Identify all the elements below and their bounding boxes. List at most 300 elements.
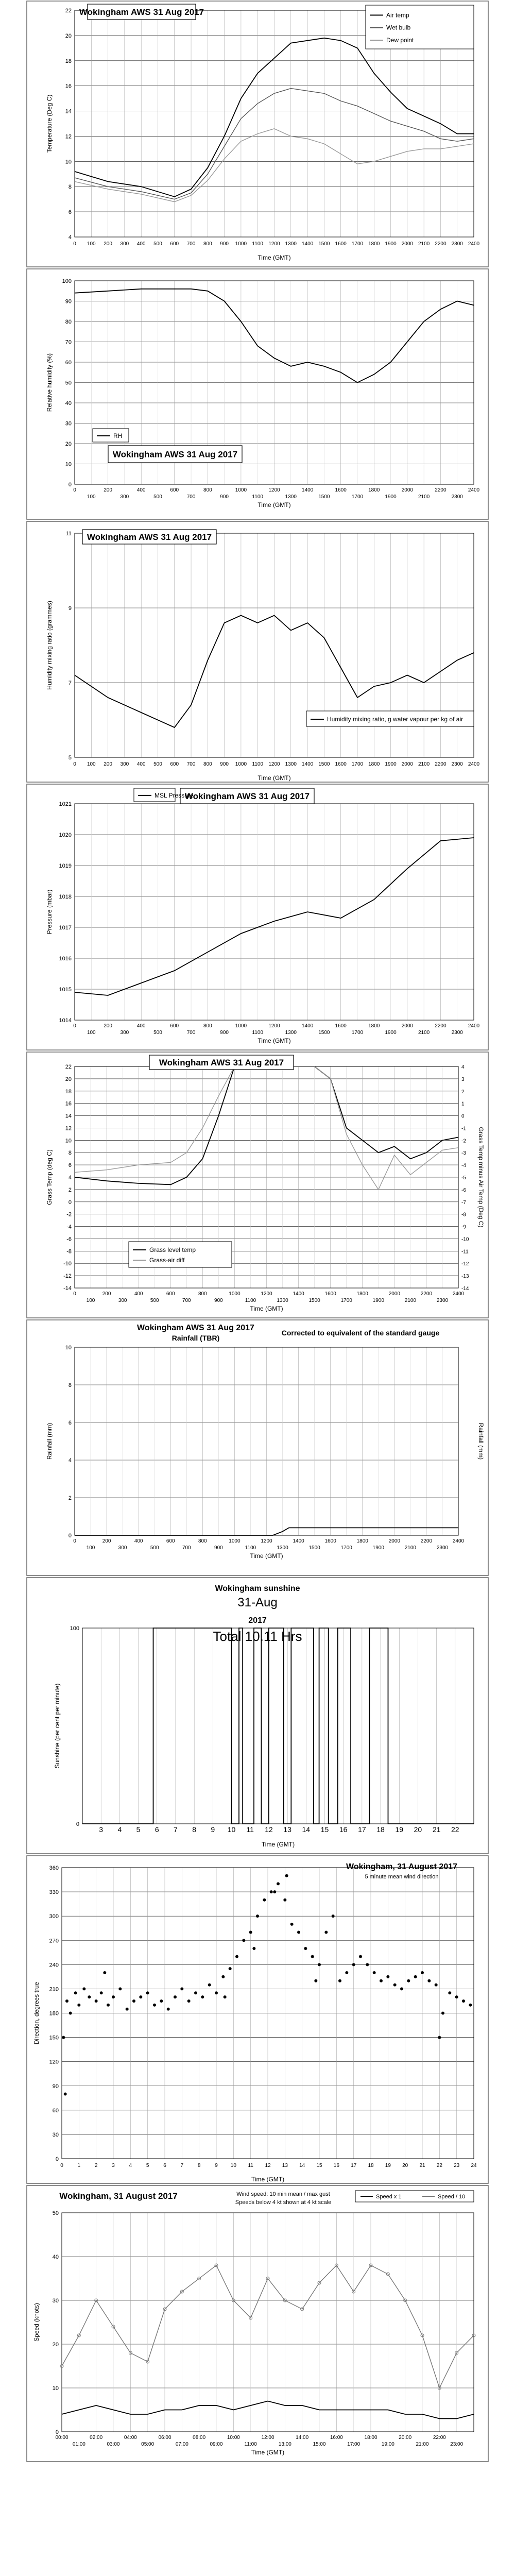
x-tick-label: 3	[99, 1825, 104, 1834]
y-tick-label: 100	[62, 278, 72, 284]
x-tick-label: 800	[198, 1291, 207, 1297]
x-tick-label: 900	[220, 241, 229, 247]
sunshine-chart	[26, 1577, 489, 1855]
x-tick-label: 1400	[293, 1538, 304, 1544]
chart-subtitle: Wind speed: 10 min mean / max gust	[236, 2191, 330, 2197]
x-tick-label: 2000	[388, 1538, 400, 1544]
x-tick-label: 15	[320, 1825, 329, 1834]
sunshine-chart-svg	[26, 1577, 489, 1855]
x-tick-label: 0	[73, 761, 76, 767]
x-tick-label: 1700	[351, 761, 364, 767]
data-point	[273, 1890, 276, 1893]
data-point	[338, 1979, 341, 1982]
data-point	[215, 1991, 218, 1994]
x-tick-label: 200	[102, 1291, 111, 1297]
x-tick-label: 1400	[301, 1023, 314, 1029]
y-tick-label: 30	[52, 2298, 59, 2304]
y-tick-label: -12	[63, 1273, 72, 1280]
data-point	[455, 1995, 458, 1998]
x-tick-label: 2200	[435, 761, 447, 767]
legend-label: Air temp	[386, 11, 409, 19]
x-axis-label: Time (GMT)	[251, 2176, 285, 2183]
data-point	[65, 1999, 68, 2003]
y-tick-label: 1019	[59, 863, 72, 869]
data-point	[153, 2004, 156, 2007]
legend-label: Dew point	[386, 37, 414, 44]
y-tick-label: 4	[68, 1175, 72, 1181]
y-tick-label: 90	[52, 2083, 59, 2090]
x-tick-label: 0	[73, 1023, 76, 1029]
x-tick-label: 600	[166, 1291, 175, 1297]
x-tick-label: 800	[203, 487, 212, 493]
data-point	[64, 2092, 67, 2095]
x-tick-label: 5	[146, 2163, 149, 2168]
x-tick-label: 1800	[368, 241, 380, 247]
y-tick-label: 10	[65, 1138, 72, 1144]
pressure-chart	[26, 783, 489, 1051]
y-tick-label: 12	[65, 1125, 72, 1132]
chart-note: Corrected to equivalent of the standard gauge	[281, 1329, 440, 1337]
y-tick-label: 4	[68, 234, 72, 241]
x-tick-label: 1200	[261, 1538, 272, 1544]
x-tick-label: 16	[339, 1825, 348, 1834]
y2-tick-label: -1	[461, 1126, 466, 1132]
x-tick-label: 1800	[356, 1291, 368, 1297]
x-tick-label: 2400	[468, 241, 480, 247]
y-tick-label: 1015	[59, 987, 72, 993]
data-point	[224, 1995, 227, 1998]
x-tick-label: 2400	[468, 761, 480, 767]
x-tick-label: 9	[211, 1825, 215, 1834]
y2-tick-label: 2	[461, 1089, 465, 1095]
data-point	[304, 1947, 307, 1950]
y-tick-label: 0	[55, 2156, 59, 2162]
data-point	[174, 1995, 177, 1998]
x-tick-label: 1000	[235, 1023, 247, 1029]
y-tick-label: 10	[65, 461, 72, 468]
y-tick-label: 30	[52, 2131, 59, 2138]
x-tick-label: 1700	[351, 494, 364, 500]
y-tick-label: 1016	[59, 956, 72, 962]
x-tick-label: 9	[215, 2163, 218, 2168]
grass-temp-chart-svg	[26, 1051, 489, 1319]
x-tick-label: 100	[87, 761, 96, 767]
legend-label: Grass-air diff	[149, 1257, 185, 1264]
y-tick-label: 40	[65, 400, 72, 406]
x-tick-label: 17	[351, 2163, 357, 2168]
data-point	[469, 2004, 472, 2007]
x-tick-label: 100	[87, 241, 96, 247]
chart-subtitle: 5 minute mean wind direction	[365, 1874, 439, 1880]
x-tick-label: 4	[117, 1825, 122, 1834]
y-tick-label: 22	[65, 8, 72, 14]
y-tick-label: 0	[68, 1533, 72, 1539]
x-tick-label: 600	[170, 241, 179, 247]
data-point	[194, 1991, 197, 1994]
y-tick-label: 20	[52, 2342, 59, 2348]
data-point	[82, 1987, 85, 1990]
x-tick-label: 500	[153, 241, 162, 247]
x-tick-label: 01:00	[72, 2442, 85, 2447]
data-point	[380, 1979, 383, 1982]
data-point	[324, 1931, 328, 1934]
y-tick-label: 0	[68, 1199, 72, 1206]
grass-temp-chart	[26, 1051, 489, 1319]
chart-title: Wokingham AWS 31 Aug 2017	[159, 1058, 284, 1067]
x-tick-label: 400	[136, 487, 146, 493]
x-tick-label: 21	[432, 1825, 441, 1834]
x-tick-label: 900	[214, 1545, 223, 1551]
y2-axis-label: Rainfall (mm)	[477, 1422, 485, 1460]
x-tick-label: 13	[283, 1825, 291, 1834]
data-point	[221, 1975, 225, 1978]
y-tick-label: 8	[68, 1150, 72, 1157]
x-tick-label: 0	[60, 2163, 63, 2168]
x-tick-label: 8	[192, 1825, 197, 1834]
x-tick-label: 14	[302, 1825, 311, 1834]
x-tick-label: 21	[419, 2163, 425, 2168]
data-point	[435, 1984, 438, 1987]
x-tick-label: 1300	[285, 241, 297, 247]
data-point	[88, 1995, 91, 1998]
chart-date: 31-Aug	[237, 1596, 278, 1609]
x-axis-label: Time (GMT)	[250, 1552, 283, 1560]
y-tick-label: 8	[68, 1382, 72, 1388]
x-tick-label: 800	[203, 1023, 212, 1029]
x-tick-label: 1000	[229, 1538, 241, 1544]
legend-label: RH	[113, 432, 123, 439]
data-point	[462, 1999, 465, 2003]
x-tick-label: 300	[118, 1298, 127, 1303]
x-tick-label: 100	[86, 1298, 95, 1303]
x-tick-label: 300	[120, 241, 129, 247]
x-tick-label: 800	[198, 1538, 207, 1544]
y2-axis-label: Grass Temp minus Air Temp (Deg C)	[477, 1127, 485, 1228]
data-point	[421, 1971, 424, 1974]
x-tick-label: 1700	[351, 241, 364, 247]
data-point	[118, 1987, 122, 1990]
x-axis-label: Time (GMT)	[258, 254, 291, 261]
x-tick-label: 2000	[401, 1023, 413, 1029]
x-tick-label: 19	[385, 2163, 391, 2168]
x-tick-label: 2000	[401, 241, 413, 247]
y-tick-label: -14	[63, 1285, 72, 1292]
data-point	[366, 1963, 369, 1966]
chart-subtitle: Rainfall (TBR)	[171, 1334, 220, 1342]
y-tick-label: 50	[52, 2210, 59, 2216]
x-tick-label: 18	[368, 2163, 374, 2168]
x-tick-label: 200	[104, 1023, 112, 1029]
x-tick-label: 1100	[252, 241, 263, 247]
y-tick-label: 60	[52, 2107, 59, 2114]
data-point	[283, 1899, 286, 1902]
x-tick-label: 2300	[451, 494, 463, 500]
x-tick-label: 1200	[268, 1023, 280, 1029]
x-tick-label: 0	[73, 487, 76, 493]
x-tick-label: 300	[120, 1030, 129, 1036]
x-tick-label: 12	[265, 1825, 273, 1834]
x-tick-label: 1400	[301, 241, 314, 247]
y-tick-label: 50	[65, 380, 72, 386]
y-tick-label: 1021	[59, 801, 72, 807]
x-tick-label: 16:00	[330, 2435, 343, 2441]
y2-tick-label: -2	[461, 1138, 466, 1144]
y-tick-label: 5	[68, 755, 72, 761]
x-tick-label: 700	[182, 1545, 191, 1551]
x-tick-label: 1600	[335, 761, 347, 767]
chart-title: Wokingham AWS 31 Aug 2017	[79, 7, 204, 17]
chart-title: Wokingham AWS 31 Aug 2017	[112, 449, 238, 460]
x-tick-label: 2200	[420, 1538, 433, 1544]
y-tick-label: 12	[65, 133, 72, 140]
x-tick-label: 1500	[308, 1545, 320, 1551]
x-tick-label: 1000	[235, 761, 247, 767]
chart-total: Total 10.11 Hrs	[213, 1629, 302, 1644]
pressure-chart-svg	[26, 783, 489, 1051]
x-tick-label: 22	[451, 1825, 459, 1834]
y-tick-label: 40	[52, 2254, 59, 2260]
x-tick-label: 2400	[468, 487, 480, 493]
data-point	[290, 1923, 294, 1926]
legend-label: Speed / 10	[438, 2194, 466, 2200]
y-tick-label: 30	[65, 420, 72, 427]
y-tick-label: 240	[49, 1962, 59, 1969]
x-tick-label: 2300	[436, 1545, 449, 1551]
y2-tick-label: -11	[461, 1249, 469, 1255]
x-tick-label: 1900	[385, 494, 397, 500]
x-tick-label: 1500	[318, 241, 330, 247]
data-point	[332, 1914, 335, 1918]
data-point	[208, 1984, 211, 1987]
y-tick-label: 1014	[59, 1018, 72, 1024]
y-tick-label: 70	[65, 339, 72, 346]
x-tick-label: 1	[77, 2163, 81, 2168]
y-tick-label: 14	[65, 1113, 72, 1120]
x-tick-label: 1600	[335, 487, 347, 493]
x-tick-label: 1400	[293, 1291, 304, 1297]
x-tick-label: 20	[414, 1825, 422, 1834]
x-tick-label: 1600	[335, 241, 347, 247]
x-tick-label: 1000	[235, 241, 247, 247]
x-tick-label: 1300	[285, 494, 297, 500]
x-tick-label: 500	[150, 1298, 159, 1303]
chart-title: Wokingham AWS 31 Aug 2017	[184, 791, 310, 801]
x-tick-label: 500	[153, 494, 162, 500]
humidity-chart-svg	[26, 268, 489, 520]
x-tick-label: 800	[203, 241, 212, 247]
y-axis-label: Sunshine (per cent per minute)	[54, 1683, 61, 1769]
x-tick-label: 14:00	[296, 2435, 309, 2441]
mixing-ratio-chart-svg	[26, 520, 489, 783]
x-tick-label: 07:00	[175, 2442, 188, 2447]
y-tick-label: 90	[65, 298, 72, 305]
x-tick-label: 2300	[451, 1030, 463, 1036]
y-tick-label: 0	[55, 2429, 59, 2435]
x-axis-label: Time (GMT)	[258, 1037, 291, 1044]
x-tick-label: 1900	[372, 1545, 384, 1551]
data-point	[252, 1947, 255, 1950]
y-tick-label: -4	[66, 1224, 72, 1230]
y-axis-label: Direction, degrees true	[33, 1981, 40, 2045]
y-tick-label: 22	[65, 1064, 72, 1070]
x-tick-label: 1300	[277, 1545, 288, 1551]
x-tick-label: 04:00	[124, 2435, 137, 2441]
x-tick-label: 18	[376, 1825, 385, 1834]
x-tick-label: 0	[73, 1291, 76, 1297]
y-axis-label: Rainfall (mm)	[46, 1422, 53, 1460]
x-tick-label: 1200	[261, 1291, 272, 1297]
mixing-ratio-chart	[26, 520, 489, 783]
data-point	[77, 2004, 80, 2007]
data-point	[414, 1975, 417, 1978]
x-tick-label: 8	[197, 2163, 201, 2168]
x-tick-label: 5	[136, 1825, 141, 1834]
x-tick-label: 3	[112, 2163, 115, 2168]
x-tick-label: 1800	[368, 1023, 380, 1029]
x-tick-label: 1700	[351, 1030, 364, 1036]
y-tick-label: 360	[49, 1865, 59, 1871]
y-tick-label: 6	[68, 209, 72, 216]
y2-tick-label: 0	[461, 1113, 465, 1120]
x-tick-label: 200	[102, 1538, 111, 1544]
x-tick-label: 13:00	[278, 2442, 291, 2447]
y-tick-label: 6	[68, 1420, 72, 1426]
chart-title: Wokingham AWS 31 Aug 2017	[87, 532, 212, 542]
y2-tick-label: -9	[461, 1224, 466, 1230]
x-tick-label: 1200	[268, 487, 280, 493]
y-axis-label: Humidity mixing ratio (grammes)	[46, 601, 53, 690]
x-tick-label: 900	[220, 761, 229, 767]
x-tick-label: 1500	[318, 494, 330, 500]
data-point	[132, 1999, 135, 2003]
legend-box	[366, 5, 474, 49]
y-axis-label: Temperature (Deg C)	[46, 94, 53, 153]
chart-frame	[27, 2185, 488, 2462]
legend-label: Speed x 1	[376, 2194, 402, 2200]
x-tick-label: 1600	[324, 1538, 336, 1544]
chart-frame	[27, 1856, 488, 2183]
x-tick-label: 1800	[356, 1538, 368, 1544]
x-tick-label: 600	[170, 1023, 179, 1029]
x-tick-label: 2000	[388, 1291, 400, 1297]
x-tick-label: 1100	[245, 1298, 256, 1303]
x-tick-label: 600	[170, 761, 179, 767]
x-tick-label: 2100	[418, 761, 430, 767]
wind-direction-chart	[26, 1855, 489, 2184]
y-tick-label: 18	[65, 58, 72, 64]
x-tick-label: 18:00	[364, 2435, 377, 2441]
x-tick-label: 02:00	[90, 2435, 103, 2441]
x-tick-label: 300	[120, 761, 129, 767]
x-tick-label: 500	[150, 1545, 159, 1551]
x-tick-label: 1400	[301, 761, 314, 767]
y-tick-label: 1020	[59, 832, 72, 838]
data-point	[373, 1971, 376, 1974]
x-tick-label: 2400	[468, 1023, 480, 1029]
legend-label: Humidity mixing ratio, g water vapour per kg of air	[327, 716, 464, 723]
data-point	[167, 2008, 170, 2011]
data-point	[318, 1963, 321, 1966]
data-point	[126, 2008, 129, 2011]
x-tick-label: 1800	[368, 761, 380, 767]
temperature-chart	[26, 0, 489, 268]
y-tick-label: 18	[65, 1088, 72, 1095]
x-tick-label: 1900	[385, 241, 397, 247]
chart-title: Wokingham, 31 August 2017	[59, 2191, 178, 2201]
y-tick-label: 16	[65, 1100, 72, 1107]
y-tick-label: 1018	[59, 894, 72, 900]
x-tick-label: 23	[454, 2163, 460, 2168]
data-point	[69, 2012, 72, 2015]
y-tick-label: 11	[65, 531, 72, 537]
x-axis-label: Time (GMT)	[258, 501, 291, 509]
y-axis-label: Pressure (mbar)	[46, 889, 53, 935]
y-tick-label: 20	[65, 32, 72, 39]
y-axis-label: Speed (knots)	[33, 2303, 40, 2342]
x-tick-label: 600	[166, 1538, 175, 1544]
y-tick-label: 10	[52, 2385, 59, 2392]
x-tick-label: 15	[316, 2163, 322, 2168]
x-tick-label: 1300	[285, 1030, 297, 1036]
data-point	[235, 1955, 238, 1958]
chart-frame	[27, 1052, 488, 1318]
x-tick-label: 03:00	[107, 2442, 120, 2447]
y-tick-label: 1017	[59, 925, 72, 931]
y-tick-label: 2	[68, 1187, 72, 1193]
x-tick-label: 11:00	[244, 2442, 257, 2447]
x-tick-label: 14	[299, 2163, 305, 2168]
data-point	[160, 1999, 163, 2003]
x-tick-label: 1100	[252, 1030, 263, 1036]
x-tick-label: 10:00	[227, 2435, 240, 2441]
data-point	[103, 1971, 106, 1974]
y-tick-label: 300	[49, 1913, 59, 1920]
x-tick-label: 0	[73, 241, 76, 247]
x-tick-label: 1500	[318, 761, 330, 767]
x-tick-label: 1500	[318, 1030, 330, 1036]
y2-tick-label: 1	[461, 1101, 465, 1107]
y-tick-label: 210	[49, 1986, 59, 1993]
y-tick-label: 7	[68, 680, 72, 686]
x-tick-label: 00:00	[55, 2435, 68, 2441]
x-tick-label: 06:00	[158, 2435, 171, 2441]
legend-label: Wet bulb	[386, 24, 411, 31]
y-tick-label: 4	[68, 1458, 72, 1464]
data-point	[201, 1995, 204, 1998]
y-tick-label: 0	[76, 1821, 79, 1827]
x-tick-label: 11	[246, 1825, 254, 1834]
y-tick-label: 10	[65, 1345, 72, 1351]
x-tick-label: 400	[134, 1291, 143, 1297]
x-tick-label: 1300	[285, 761, 297, 767]
y2-tick-label: -3	[461, 1150, 466, 1157]
x-tick-label: 4	[129, 2163, 132, 2168]
y-tick-label: 9	[68, 605, 72, 612]
x-tick-label: 300	[120, 494, 129, 500]
y-tick-label: -10	[63, 1261, 72, 1267]
x-axis-label: Time (GMT)	[258, 774, 291, 782]
x-tick-label: 500	[153, 761, 162, 767]
x-tick-label: 2200	[435, 241, 447, 247]
data-point	[352, 1963, 355, 1966]
x-tick-label: 21:00	[416, 2442, 429, 2447]
legend-label: MSL Pressure	[154, 791, 194, 799]
x-tick-label: 7	[174, 1825, 178, 1834]
x-tick-label: 1700	[340, 1298, 352, 1303]
data-point	[277, 1882, 280, 1885]
x-tick-label: 17:00	[347, 2442, 360, 2447]
x-tick-label: 900	[220, 494, 229, 500]
